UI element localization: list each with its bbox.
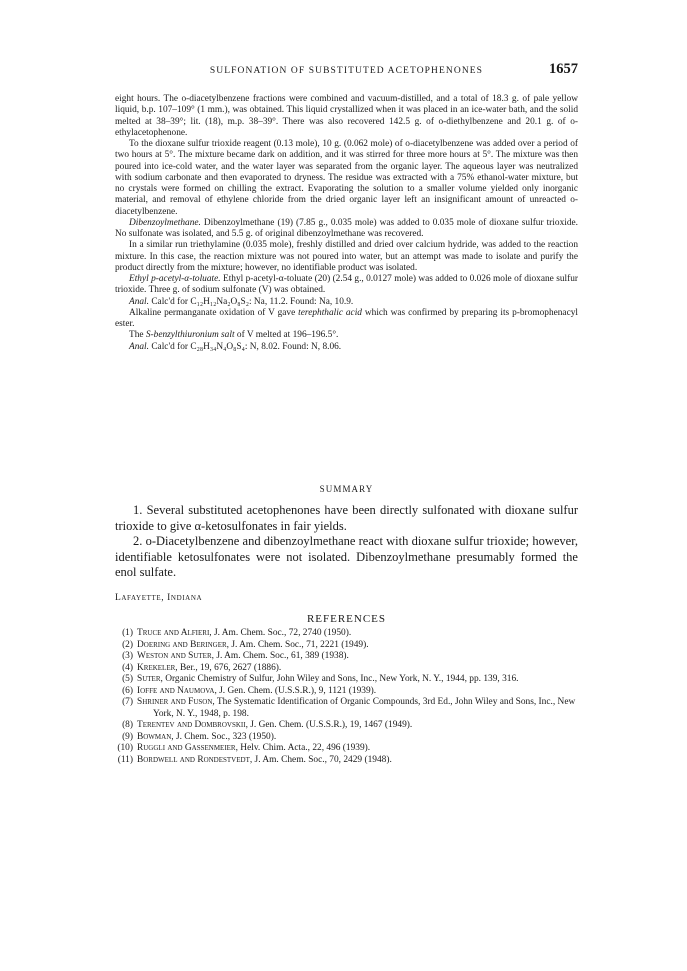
reference-authors: Shriner and Fuson xyxy=(137,697,213,707)
reference-item: (2) Doering and Beringer, J. Am. Chem. Soc., 71, 2221 (1949). xyxy=(122,639,369,650)
reference-item: (3) Weston and Suter, J. Am. Chem. Soc., 61, 389 (1938). xyxy=(122,651,349,661)
paragraph-thiuronium-salt: The S-benzylthiuronium salt of V melted at 196–196.5°. xyxy=(129,330,339,341)
analysis-sodium-sulfonate: Anal. Calc'd for C₁₂H₁₂Na₂O₈S₂: Na, 11.2. Found: Na, 10.9. xyxy=(129,296,354,307)
paragraph-diacetylbenzene-distillation: eight hours. The o-diacetylbenzene fractions were combined and vacuum-distilled, and a total of 18.3 g. of pale yellow liquid, b.p. 107–109° (1 mm.), was obtained. This liquid crystallized when it was placed in an ice-water bath, and the solid melted at 38–39°; lit. (18), m.p. 38–39°. There was also recovered 142.5 g. of o-diethylbenzene and 20.1 g. of o-ethylacetophenone. xyxy=(115,94,578,138)
references-heading: REFERENCES xyxy=(306,613,387,625)
experimental-text xyxy=(115,94,578,353)
reference-authors: Ioffe and Naumova xyxy=(137,685,215,696)
reference-authors: Suter xyxy=(137,674,161,684)
reference-item: (11) Bordwell and Rondestvedt, J. Am. Chem. Soc., 70, 2429 (1948). xyxy=(117,754,392,765)
reference-authors: Krekeler xyxy=(137,662,176,673)
reference-item: (10) Ruggli and Gassenmeier, Helv. Chim. Acta., 22, 496 (1939). xyxy=(117,743,371,753)
page-number: 1657 xyxy=(549,61,578,77)
reference-item: (4) Krekeler, Ber., 19, 676, 2627 (1886). xyxy=(122,662,282,673)
reference-list xyxy=(115,628,578,766)
author-location: Lafayette, Indiana xyxy=(115,593,203,603)
summary-item-2: 2. o-Diacetylbenzene and dibenzoylmethane react with dioxane sulfur trioxide; however, identifiable ketosulfonates were not isolated. Dibenzoylmethane presumably formed the enol sulfate. xyxy=(115,534,578,580)
reference-item: (6) Ioffe and Naumova, J. Gen. Chem. (U.S.S.R.), 9, 1121 (1939). xyxy=(122,685,377,696)
reference-item: (1) Truce and Alfieri, J. Am. Chem. Soc., 72, 2740 (1950). xyxy=(122,628,352,638)
paragraph-permanganate-oxidation: Alkaline permanganate oxidation of V gave terephthalic acid which was confirmed by preparing its p-bromophenacyl ester. xyxy=(115,307,578,329)
reference-authors: Ruggli and Gassenmeier xyxy=(137,743,236,753)
reference-item: (5) Suter, Organic Chemistry of Sulfur, John Wiley and Sons, Inc., New York, N. Y., 1944, pp. 139, 316. xyxy=(122,674,519,684)
reference-item: (9) Bowman, J. Chem. Soc., 323 (1950). xyxy=(122,731,277,742)
paragraph-diacetylbenzene-sulfonation: To the dioxane sulfur trioxide reagent (0.13 mole), 10 g. (0.062 mole) of o-diacetylbenzene was added over a period of two hours at 5°. The mixture became dark on addition, and it was stirred for three more hours at 5°. The mixture was then poured into ice-cold water, and the water layer was separated from the organic layer. The aqueous layer was neutralized with sodium carbonate and then evaporated to dryness. The residue was extracted with a 75% ethanol-water mixture, but no crystals were formed on chilling the extract. Evaporating the solution to a smaller volume yielded only inorganic material, and removal of ethylene chloride from the dried organic layer left an insignificant amount of unreacted o-diacetylbenzene. xyxy=(115,139,578,217)
ethyl-toluate-subheading: Ethyl p-acetyl-α-toluate. xyxy=(129,274,221,284)
paragraph-dibenzoylmethane: Dibenzoylmethane. Dibenzoylmethane (19) (7.85 g., 0.035 mole) was added to 0.035 mole of dioxane sulfur trioxide. No sulfonate was isolated, and 5.5 g. of original dibenzoylmethane was recovered. xyxy=(115,217,578,239)
summary-heading: SUMMARY xyxy=(319,484,374,494)
paragraph-triethylamine-run: In a similar run triethylamine (0.035 mole), freshly distilled and dried over calcium hydride, was added to the reaction mixture. In this case, the reaction mixture was not poured into water, but an attempt was made to isolate and purify the product directly from the mixture; however, no identifiable product was isolated. xyxy=(115,240,578,273)
reference-authors: Weston and Suter xyxy=(137,651,212,661)
summary-section xyxy=(115,503,578,581)
reference-authors: Doering and Beringer xyxy=(137,639,227,650)
summary-item-1: 1. Several substituted acetophenones have been directly sulfonated with dioxane sulfur trioxide to give α-ketosulfonates in fair yields. xyxy=(115,503,578,533)
reference-authors: Bordwell and Rondestvedt xyxy=(137,754,250,765)
reference-authors: Terentev and Dombrovskii xyxy=(137,720,246,730)
dibenzoylmethane-subheading: Dibenzoylmethane. xyxy=(129,217,201,228)
reference-authors: Bowman xyxy=(137,731,172,742)
reference-item: (8) Terentev and Dombrovskii, J. Gen. Chem. (U.S.S.R.), 19, 1467 (1949). xyxy=(122,720,413,730)
running-title: SULFONATION OF SUBSTITUTED ACETOPHENONES xyxy=(209,66,484,76)
reference-item: (7) Shriner and Fuson, The Systematic Identification of Organic Compounds, 3rd Ed., John Wiley and Sons, Inc., New York, N. Y., 1948, p. 198. xyxy=(122,697,576,719)
reference-authors: Truce and Alfieri xyxy=(137,628,210,638)
analysis-thiuronium-salt: Anal. Calc'd for C₂₈H₃₄N₄O₈S₄: N, 8.02. Found: N, 8.06. xyxy=(129,341,342,352)
paragraph-ethyl-acetyl-toluate: Ethyl p-acetyl-α-toluate. Ethyl p-acetyl-α-toluate (20) (2.54 g., 0.0127 mole) was added to 0.026 mole of dioxane sulfur trioxide. Three g. of sodium sulfonate (V) was obtained. xyxy=(115,274,578,296)
